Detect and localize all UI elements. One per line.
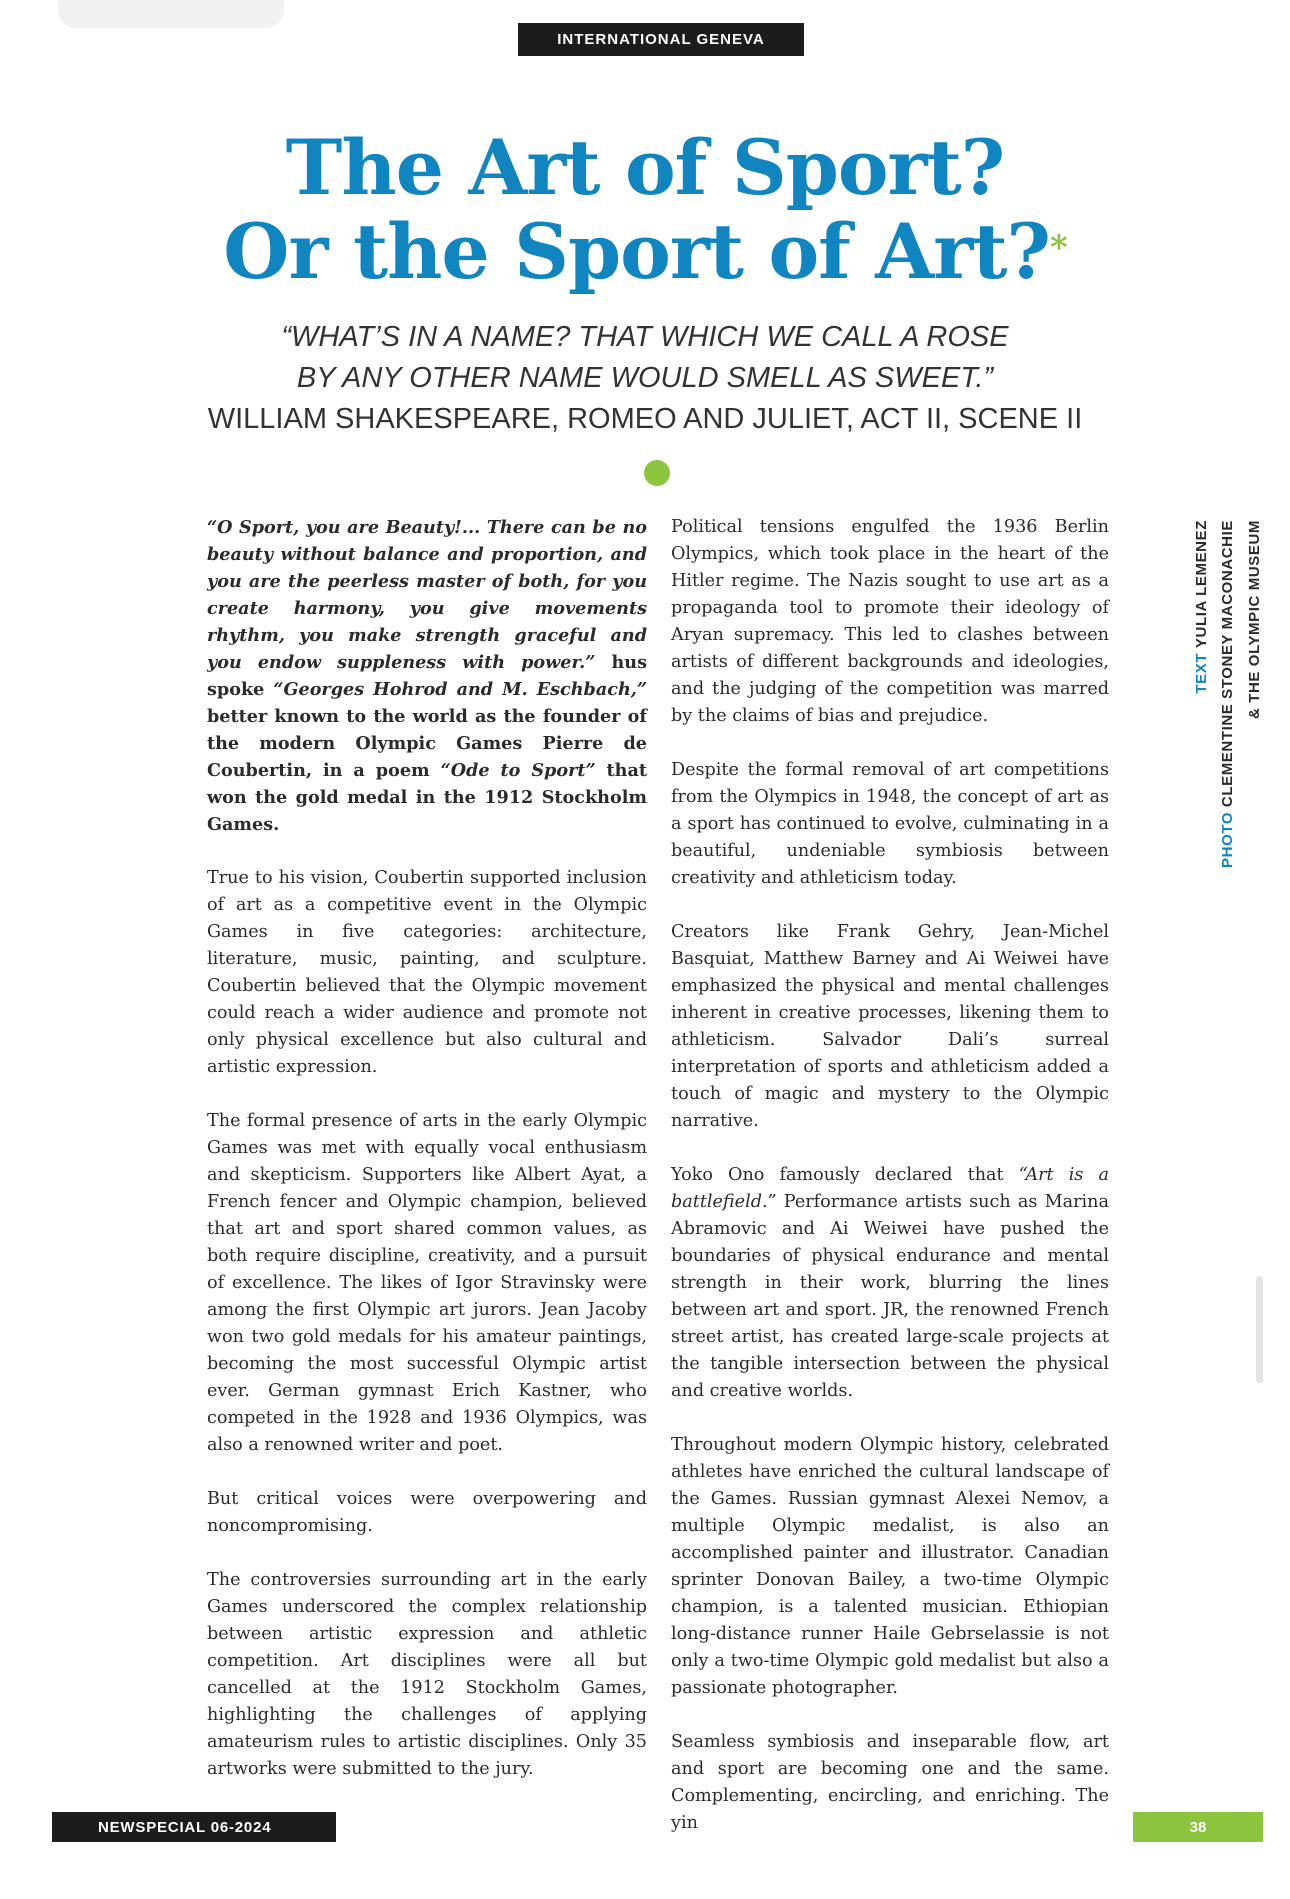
- lead-text-2: better known to the world as the founder of the modern Olympic Games Pierre de Coubertin, in a poem: [207, 706, 647, 781]
- lead-quote: “O Sport, you are Beauty!... There can be no beauty without balance and proportion, and you are the peerless master of both, for you create harmony, you give movements rhythm, you make strength graceful and you endow suppleness with power.”: [207, 517, 647, 673]
- epigraph-line-2: BY ANY OTHER NAME WOULD SMELL AS SWEET.”: [296, 362, 994, 394]
- paragraph: Seamless symbiosis and inseparable flow, art and sport are becoming one and the same. Complementing, encircling, and enriching. The yin: [671, 1732, 1109, 1833]
- epigraph-line-1: “WHAT’S IN A NAME? THAT WHICH WE CALL A ROSE: [281, 321, 1009, 353]
- lead-text-1: hus spoke: [207, 652, 647, 700]
- lead-authors: “Georges Hohrod and M. Eschbach,”: [273, 679, 647, 700]
- epigraph-attribution: WILLIAM SHAKESPEARE, ROMEO AND JULIET, ACT II, SCENE II: [207, 403, 1083, 435]
- credit-photo-2: [1246, 520, 1263, 719]
- top-tab-decoration: [58, 0, 284, 28]
- page-number: 38: [1133, 1812, 1263, 1842]
- section-label: INTERNATIONAL GENEVA: [518, 23, 804, 56]
- green-dot-divider: [644, 460, 670, 486]
- title-line-2: Or the Sport of Art?: [223, 207, 1050, 296]
- paragraph: Creators like Frank Gehry, Jean-Michel Basquiat, Matthew Barney and Ai Weiwei have emphasized the physical and mental challenges inherent in creative processes, likening them to athleticism. Salvador Dali’s surreal interpretation of sports and athleticism added a touch of magic and mystery to the Olympic narrative.: [671, 922, 1109, 1131]
- ono-text-1: Yoko Ono famously declared that: [671, 1165, 1019, 1185]
- paragraph: The controversies surrounding art in the early Games underscored the complex relationship between artistic expression and athletic competition. Art disciplines were all but cancelled at the 1912 Stockholm Games, highlighting the challenges of applying amateurism rules to artistic disciplines. Only 35 artworks were submitted to the jury.: [207, 1570, 647, 1779]
- title-line-1: The Art of Sport?: [285, 123, 1005, 212]
- epigraph: [0, 317, 1290, 440]
- lead-paragraph: [207, 514, 647, 838]
- credit-photo-name-2: & THE OLYMPIC MUSEUM: [1246, 520, 1263, 719]
- scrollbar[interactable]: [1256, 1276, 1263, 1383]
- credit-text-label: TEXT: [1193, 652, 1210, 694]
- title-asterisk: *: [1049, 228, 1067, 268]
- lead-poem-title: “Ode to Sport”: [440, 760, 596, 781]
- credit-photo-name: CLEMENTINE STONEY MACONACHIE: [1219, 520, 1236, 808]
- article-column-left: [207, 514, 647, 1810]
- paragraph: True to his vision, Coubertin supported inclusion of art as a competitive event in the Olympic Games in five categories: architecture, literature, music, painting, and sculpture. Coubertin believed that the Olympic movement could reach a wider audience and promote not only physical excellence but also cultural and artistic expression.: [207, 868, 647, 1077]
- footer-issue: NEWSPECIAL 06-2024: [52, 1812, 336, 1842]
- paragraph-ono: [671, 1162, 1109, 1405]
- article-column-right: [671, 514, 1109, 1864]
- ono-text-2: Performance artists such as Marina Abramovic and Ai Weiwei have pushed the boundaries of physical endurance and mental strength in their work, blurring the lines between art and sport. JR, the renowned French street artist, has created large-scale projects at the tangible intersection between the physical and creative worlds.: [671, 1192, 1109, 1401]
- credit-text: [1193, 520, 1210, 694]
- lead-text-3: that won the gold medal in the 1912 Stockholm Games.: [207, 760, 648, 835]
- credit-text-name: YULIA LEMENEZ: [1193, 520, 1210, 649]
- paragraph: Despite the formal removal of art competitions from the Olympics in 1948, the concept of art as a sport has continued to evolve, culminating in a beautiful, undeniable symbiosis between creativity and athleticism today.: [671, 760, 1109, 888]
- credit-photo: [1219, 520, 1236, 868]
- paragraph: The formal presence of arts in the early Olympic Games was met with equally vocal enthusiasm and skepticism. Supporters like Albert Ayat, a French fencer and Olympic champion, believed that art and sport shared common values, as both require discipline, creativity, and a pursuit of excellence. The likes of Igor Stravinsky were among the first Olympic art jurors. Jean Jacoby won two gold medals for his amateur paintings, becoming the most successful Olympic artist ever. German gymnast Erich Kastner, who competed in the 1928 and 1936 Olympics, was also a renowned writer and poet.: [207, 1111, 647, 1455]
- ono-quote: “Art is a battlefield.”: [671, 1165, 1109, 1212]
- paragraph: Political tensions engulfed the 1936 Berlin Olympics, which took place in the heart of the Hitler regime. The Nazis sought to use art as a propaganda tool to promote their ideology of Aryan supremacy. This led to clashes between artists of different backgrounds and ideologies, and the judging of the competition was marred by the claims of bias and prejudice.: [671, 517, 1109, 726]
- credit-photo-label: PHOTO: [1219, 811, 1236, 868]
- paragraph: Throughout modern Olympic history, celebrated athletes have enriched the cultural landscape of the Games. Russian gymnast Alexei Nemov, a multiple Olympic medalist, is also an accomplished painter and illustrator. Canadian sprinter Donovan Bailey, a two-time Olympic champion, is a talented musician. Ethiopian long-distance runner Haile Gebrselassie is not only a two-time Olympic gold medalist but also a passionate photographer.: [671, 1435, 1109, 1698]
- paragraph: But critical voices were overpowering and noncompromising.: [207, 1489, 647, 1536]
- article-title: [0, 123, 1290, 296]
